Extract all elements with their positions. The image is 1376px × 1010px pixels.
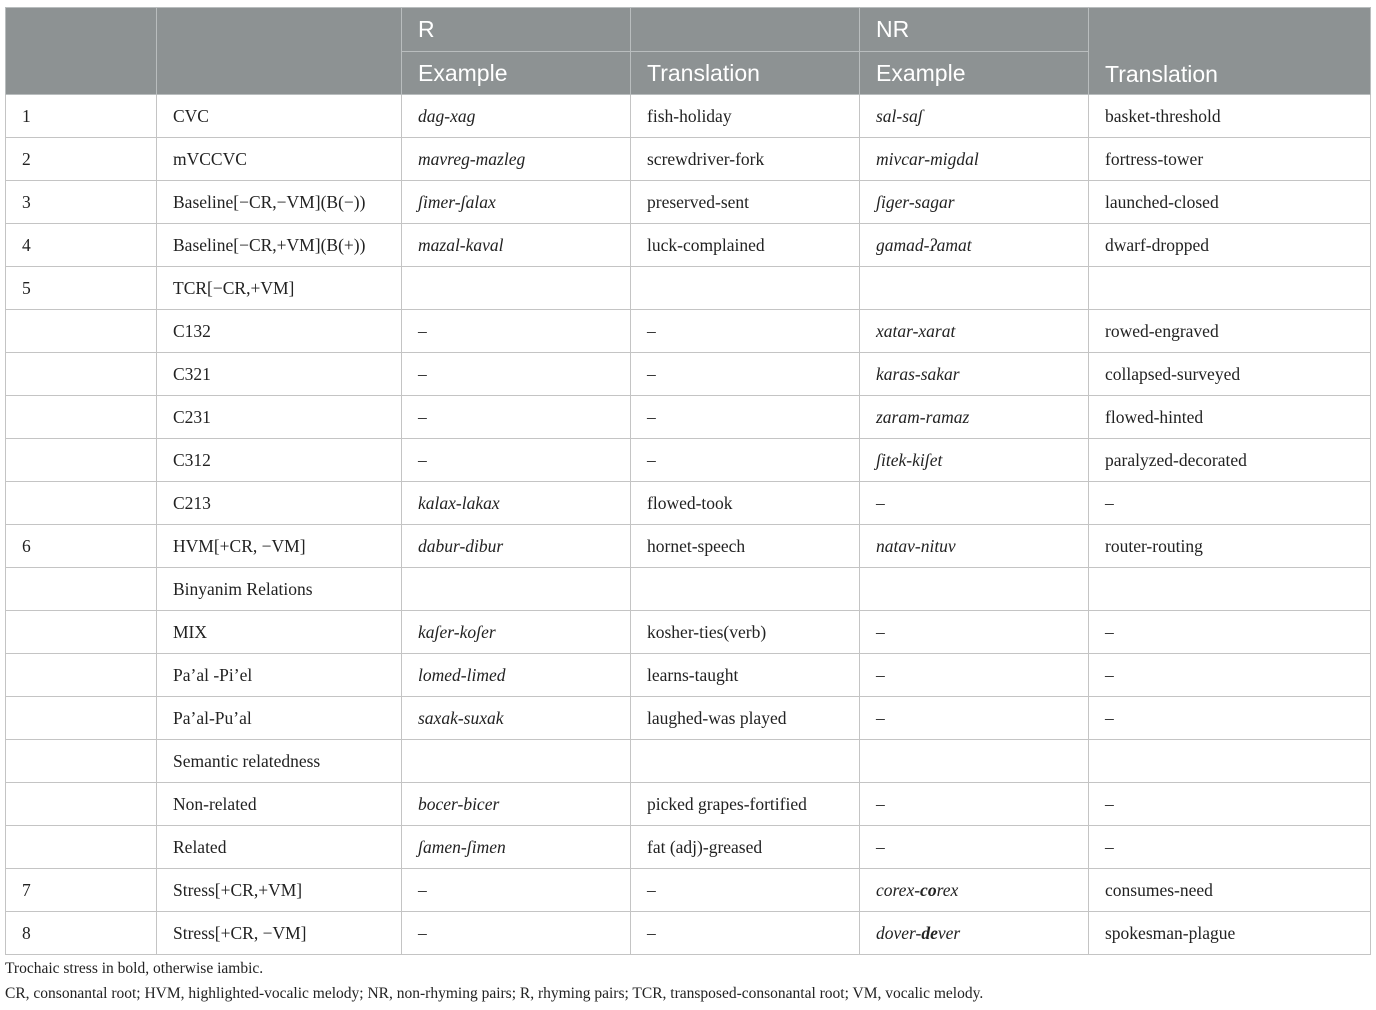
table-header bbox=[6, 8, 1371, 95]
r-translation-cell: – bbox=[631, 912, 860, 955]
stress-post: ver bbox=[937, 922, 961, 943]
nr-example-cell: karas-sakar bbox=[860, 353, 1089, 396]
nr-translation-cell: dwarf-dropped bbox=[1089, 224, 1371, 267]
condition-cell: C231 bbox=[157, 396, 402, 439]
table-row bbox=[6, 783, 1371, 826]
nr-translation-cell bbox=[1089, 740, 1371, 783]
condition-cell: Semantic relatedness bbox=[157, 740, 402, 783]
nr-example-cell: – bbox=[860, 654, 1089, 697]
nr-example-cell: – bbox=[860, 783, 1089, 826]
condition-cell: Related bbox=[157, 826, 402, 869]
nr-translation-cell: launched-closed bbox=[1089, 181, 1371, 224]
abbreviations-note: CR, consonantal root; HVM, highlighted-vocalic melody; NR, non-rhyming pairs; R, rhyming pairs; TCR, transposed-consonantal root; VM, vocalic melody. bbox=[5, 985, 984, 1002]
r-example-cell: mazal-kaval bbox=[402, 224, 631, 267]
nr-translation-cell: fortress-tower bbox=[1089, 138, 1371, 181]
stress-pre: corex- bbox=[876, 879, 921, 900]
r-translation-cell: luck-complained bbox=[631, 224, 860, 267]
r-example-cell: – bbox=[402, 310, 631, 353]
table-body bbox=[6, 95, 1371, 955]
nr-example-cell bbox=[860, 912, 1089, 955]
row-number-cell bbox=[6, 353, 157, 396]
nr-example-cell bbox=[860, 740, 1089, 783]
nr-translation-cell: router-routing bbox=[1089, 525, 1371, 568]
r-translation-cell: fish-holiday bbox=[631, 95, 860, 138]
condition-cell: Non-related bbox=[157, 783, 402, 826]
condition-cell: C312 bbox=[157, 439, 402, 482]
nr-example-cell bbox=[860, 869, 1089, 912]
nr-example-cell: ʃiger-sagar bbox=[860, 181, 1089, 224]
table-row bbox=[6, 654, 1371, 697]
nr-example-cell bbox=[860, 267, 1089, 310]
nr-example-cell: xatar-xarat bbox=[860, 310, 1089, 353]
nr-example-cell: sal-saʃ bbox=[860, 95, 1089, 138]
r-example-cell: kalax-lakax bbox=[402, 482, 631, 525]
nr-example-cell: – bbox=[860, 611, 1089, 654]
condition-cell: TCR[−CR,+VM] bbox=[157, 267, 402, 310]
nr-translation-cell: – bbox=[1089, 654, 1371, 697]
header-empty-num bbox=[6, 8, 157, 95]
table-row bbox=[6, 912, 1371, 955]
r-example-cell: ʃimer-ʃalax bbox=[402, 181, 631, 224]
condition-cell: C321 bbox=[157, 353, 402, 396]
table-row bbox=[6, 568, 1371, 611]
nr-translation-cell: basket-threshold bbox=[1089, 95, 1371, 138]
r-example-cell bbox=[402, 740, 631, 783]
table-row bbox=[6, 353, 1371, 396]
condition-cell: HVM[+CR, −VM] bbox=[157, 525, 402, 568]
table-row bbox=[6, 224, 1371, 267]
condition-cell: Baseline[−CR,−VM](B(−)) bbox=[157, 181, 402, 224]
r-translation-cell: – bbox=[631, 353, 860, 396]
condition-cell: Stress[+CR, −VM] bbox=[157, 912, 402, 955]
nr-translation-cell bbox=[1089, 267, 1371, 310]
nr-translation-cell: rowed-engraved bbox=[1089, 310, 1371, 353]
table-row bbox=[6, 396, 1371, 439]
condition-cell: C132 bbox=[157, 310, 402, 353]
row-number-cell bbox=[6, 826, 157, 869]
r-example-cell: kaʃer-koʃer bbox=[402, 611, 631, 654]
condition-cell: Baseline[−CR,+VM](B(+)) bbox=[157, 224, 402, 267]
nr-translation-cell: consumes-need bbox=[1089, 869, 1371, 912]
nr-example-cell: zaram-ramaz bbox=[860, 396, 1089, 439]
row-number-cell: 8 bbox=[6, 912, 157, 955]
table-row bbox=[6, 482, 1371, 525]
r-example-cell: – bbox=[402, 869, 631, 912]
row-number-cell bbox=[6, 396, 157, 439]
condition-cell: C213 bbox=[157, 482, 402, 525]
nr-translation-cell: – bbox=[1089, 611, 1371, 654]
header-r-group: R bbox=[402, 8, 631, 52]
row-number-cell: 4 bbox=[6, 224, 157, 267]
condition-cell: mVCCVC bbox=[157, 138, 402, 181]
r-translation-cell: – bbox=[631, 310, 860, 353]
condition-cell: Pa’al-Pu’al bbox=[157, 697, 402, 740]
r-example-cell: ʃamen-ʃimen bbox=[402, 826, 631, 869]
row-number-cell: 7 bbox=[6, 869, 157, 912]
stimuli-table bbox=[5, 7, 1371, 955]
r-example-cell: mavreg-mazleg bbox=[402, 138, 631, 181]
row-number-cell bbox=[6, 783, 157, 826]
stressed-syllable: co bbox=[920, 879, 937, 900]
r-example-cell: saxak-suxak bbox=[402, 697, 631, 740]
r-example-cell: – bbox=[402, 439, 631, 482]
table-row bbox=[6, 611, 1371, 654]
r-example-cell: – bbox=[402, 912, 631, 955]
r-translation-cell: – bbox=[631, 439, 860, 482]
header-r-translation: Translation bbox=[631, 52, 860, 95]
r-example-cell: dabur-dibur bbox=[402, 525, 631, 568]
nr-translation-cell: collapsed-surveyed bbox=[1089, 353, 1371, 396]
r-translation-cell: preserved-sent bbox=[631, 181, 860, 224]
r-example-cell bbox=[402, 568, 631, 611]
stress-note: Trochaic stress in bold, otherwise iambic. bbox=[5, 960, 264, 977]
r-translation-cell: picked grapes-fortified bbox=[631, 783, 860, 826]
table-row bbox=[6, 869, 1371, 912]
row-number-cell bbox=[6, 611, 157, 654]
row-number-cell bbox=[6, 482, 157, 525]
r-example-cell: – bbox=[402, 396, 631, 439]
r-translation-cell: flowed-took bbox=[631, 482, 860, 525]
r-translation-cell: – bbox=[631, 869, 860, 912]
r-translation-cell: laughed-was played bbox=[631, 697, 860, 740]
r-translation-cell bbox=[631, 267, 860, 310]
nr-translation-cell: – bbox=[1089, 826, 1371, 869]
table-row bbox=[6, 181, 1371, 224]
row-number-cell: 2 bbox=[6, 138, 157, 181]
row-number-cell: 6 bbox=[6, 525, 157, 568]
r-translation-cell: fat (adj)-greased bbox=[631, 826, 860, 869]
row-number-cell bbox=[6, 568, 157, 611]
nr-example-cell bbox=[860, 568, 1089, 611]
r-example-cell: dag-xag bbox=[402, 95, 631, 138]
header-r-spacer bbox=[631, 8, 860, 52]
nr-example-cell: – bbox=[860, 826, 1089, 869]
nr-translation-cell: – bbox=[1089, 697, 1371, 740]
nr-example-cell: mivcar-migdal bbox=[860, 138, 1089, 181]
nr-translation-cell: spokesman-plague bbox=[1089, 912, 1371, 955]
r-example-cell bbox=[402, 267, 631, 310]
nr-translation-cell: – bbox=[1089, 783, 1371, 826]
table-row bbox=[6, 439, 1371, 482]
r-translation-cell: learns-taught bbox=[631, 654, 860, 697]
header-nr-spacer: Translation bbox=[1089, 8, 1371, 95]
row-number-cell bbox=[6, 654, 157, 697]
r-example-cell: – bbox=[402, 353, 631, 396]
table-row bbox=[6, 697, 1371, 740]
r-example-cell: lomed-limed bbox=[402, 654, 631, 697]
table-row bbox=[6, 267, 1371, 310]
stress-pre: dover- bbox=[876, 922, 922, 943]
condition-cell: Pa’al -Pi’el bbox=[157, 654, 402, 697]
r-translation-cell: – bbox=[631, 396, 860, 439]
nr-translation-cell: flowed-hinted bbox=[1089, 396, 1371, 439]
nr-example-cell: gamad-ʔamat bbox=[860, 224, 1089, 267]
row-number-cell bbox=[6, 740, 157, 783]
nr-translation-cell: paralyzed-decorated bbox=[1089, 439, 1371, 482]
r-translation-cell bbox=[631, 568, 860, 611]
stress-post: rex bbox=[936, 879, 959, 900]
row-number-cell: 3 bbox=[6, 181, 157, 224]
nr-translation-cell: – bbox=[1089, 482, 1371, 525]
r-translation-cell: hornet-speech bbox=[631, 525, 860, 568]
row-number-cell bbox=[6, 697, 157, 740]
condition-cell: Stress[+CR,+VM] bbox=[157, 869, 402, 912]
nr-example-cell: – bbox=[860, 482, 1089, 525]
table-row bbox=[6, 138, 1371, 181]
nr-translation-cell bbox=[1089, 568, 1371, 611]
header-nr-group: NR bbox=[860, 8, 1089, 52]
table-row bbox=[6, 740, 1371, 783]
stressed-syllable: de bbox=[921, 922, 938, 943]
r-example-cell: bocer-bicer bbox=[402, 783, 631, 826]
r-translation-cell: screwdriver-fork bbox=[631, 138, 860, 181]
r-translation-cell: kosher-ties(verb) bbox=[631, 611, 860, 654]
table-row bbox=[6, 95, 1371, 138]
header-r-example: Example bbox=[402, 52, 631, 95]
nr-example-cell: ʃitek-kiʃet bbox=[860, 439, 1089, 482]
row-number-cell: 1 bbox=[6, 95, 157, 138]
header-nr-example: Example bbox=[860, 52, 1089, 95]
row-number-cell bbox=[6, 310, 157, 353]
condition-cell: Binyanim Relations bbox=[157, 568, 402, 611]
nr-example-cell: natav-nituv bbox=[860, 525, 1089, 568]
table-row bbox=[6, 826, 1371, 869]
table-row bbox=[6, 525, 1371, 568]
nr-example-cell: – bbox=[860, 697, 1089, 740]
header-empty-condition bbox=[157, 8, 402, 95]
table-row bbox=[6, 310, 1371, 353]
r-translation-cell bbox=[631, 740, 860, 783]
condition-cell: CVC bbox=[157, 95, 402, 138]
row-number-cell bbox=[6, 439, 157, 482]
condition-cell: MIX bbox=[157, 611, 402, 654]
row-number-cell: 5 bbox=[6, 267, 157, 310]
